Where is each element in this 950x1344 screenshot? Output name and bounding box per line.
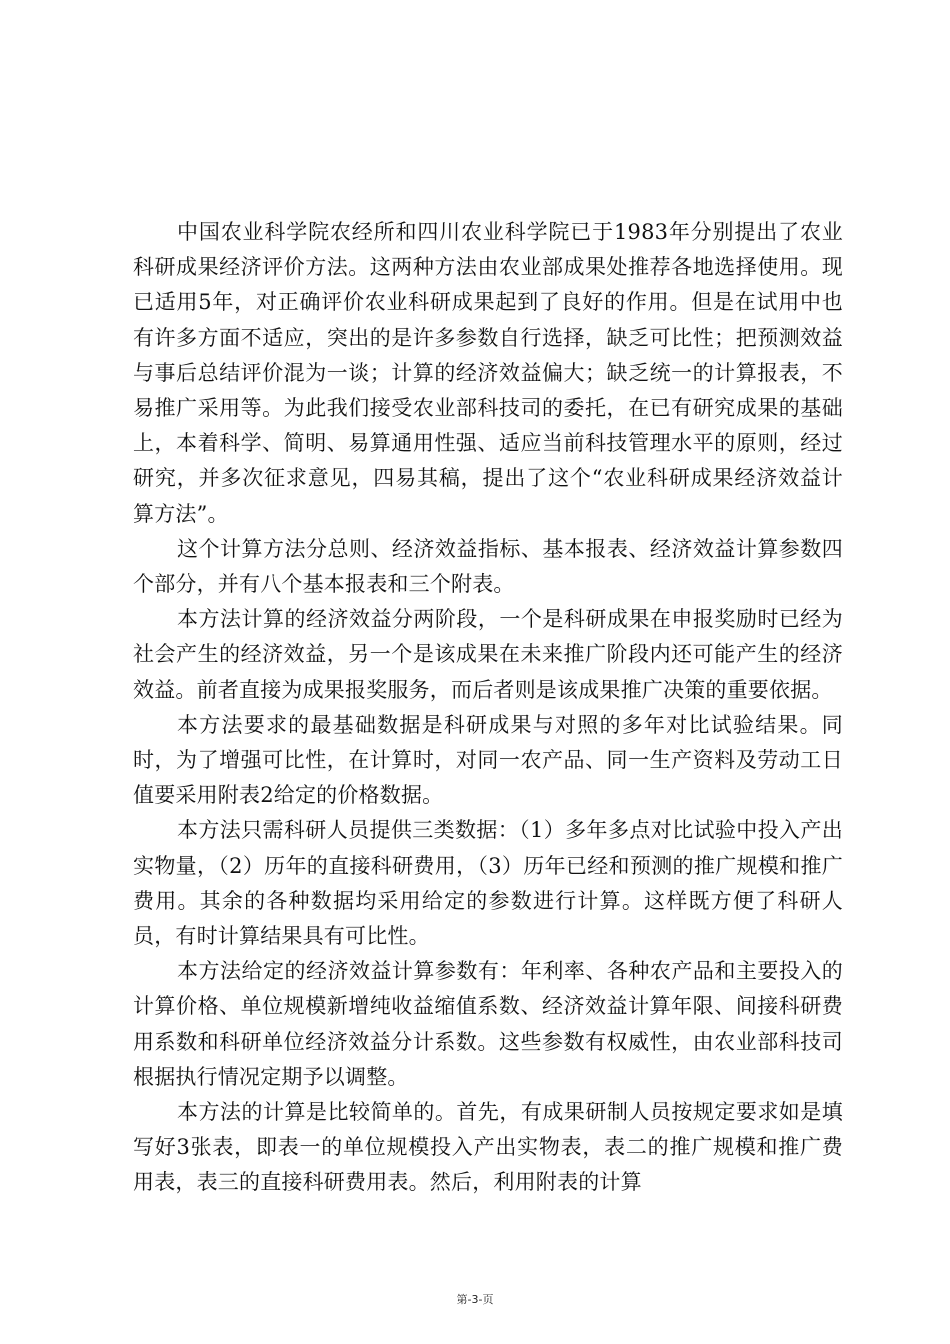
document-body xyxy=(133,215,843,1201)
paragraph-data-types: 本方法只需科研人员提供三类数据：（1）多年多点对比试验中投入产出实物量，（2）历年的直接科研费用，（3）历年已经和预测的推广规模和推广费用。其余的各种数据均采用给定的参数进行计算。这样既方便了科研人员，有时计算结果具有可比性。 xyxy=(133,818,843,949)
paragraph-parameters: 本方法给定的经济效益计算参数有：年利率、各种农产品和主要投入的计算价格、单位规模新增纯收益缩值系数、经济效益计算年限、间接科研费用系数和科研单位经济效益分计系数。这些参数有权威性，由农业部科技司根据执行情况定期予以调整。 xyxy=(133,959,843,1089)
paragraph-stages: 本方法计算的经济效益分两阶段，一个是科研成果在申报奖励时已经为社会产生的经济效益，另一个是该成果在未来推广阶段内还可能产生的经济效益。前者直接为成果报奖服务，而后者则是该成果推广决策的重要依据。 xyxy=(133,607,843,702)
paragraph-structure: 这个计算方法分总则、经济效益指标、基本报表、经济效益计算参数四个部分，并有八个基本报表和三个附表。 xyxy=(133,536,843,597)
paragraph-procedure: 本方法的计算是比较简单的。首先，有成果研制人员按规定要求如是填写好3张表，即表一的单位规模投入产出实物表，表二的推广规模和推广费用表，表三的直接科研费用表。然后，利用附表的计算 xyxy=(133,1100,843,1195)
paragraph-history: 中国农业科学院农经所和四川农业科学院已于1983年分别提出了农业科研成果经济评价方法。这两种方法由农业部成果处推荐各地选择使用。现已适用5年，对正确评价农业科研成果起到了良好的作用。但是在试用中也有许多方面不适应，突出的是许多参数自行选择，缺乏可比性；把预测效益与事后总结评价混为一谈；计算的经济效益偏大；缺乏统一的计算报表，不易推广采用等。为此我们接受农业部科技司的委托，在已有研究成果的基础上，本着科学、简明、易算通用性强、适应当前科技管理水平的原则，经过研究，并多次征求意见，四易其稿，提出了这个“农业科研成果经济效益计算方法”。 xyxy=(133,220,843,526)
paragraph-base-data: 本方法要求的最基础数据是科研成果与对照的多年对比试验结果。同时，为了增强可比性，在计算时，对同一农产品、同一生产资料及劳动工日值要采用附表2给定的价格数据。 xyxy=(133,712,843,808)
page-number: 第-3-页 xyxy=(456,1293,494,1306)
